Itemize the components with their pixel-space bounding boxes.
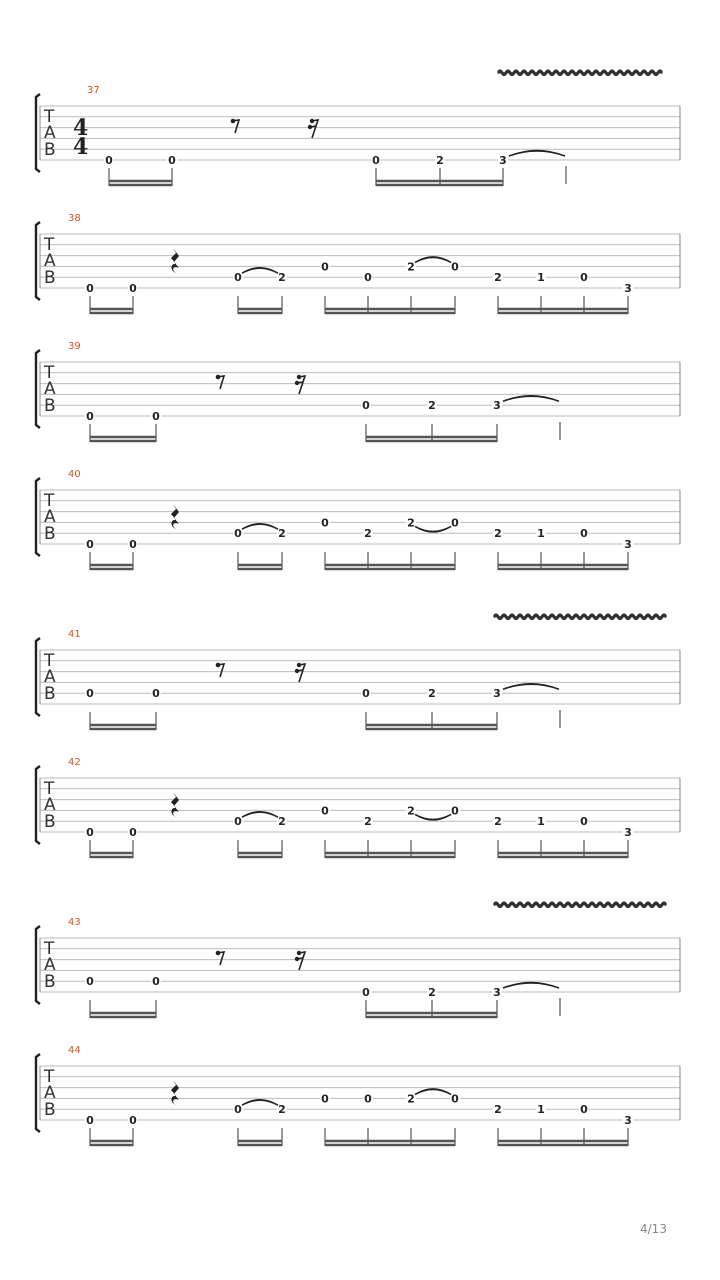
- fret-number: 0: [86, 975, 94, 989]
- fret-number: 1: [537, 271, 545, 285]
- fret-number: 2: [494, 1103, 502, 1117]
- tab-clef-letter: A: [44, 123, 56, 143]
- fret-number: 3: [493, 986, 501, 999]
- fret-number: 2: [364, 527, 372, 541]
- fret-number: 2: [278, 271, 286, 285]
- measure-number: 41: [68, 629, 81, 640]
- system-bracket: [36, 766, 40, 844]
- measure-number: 39: [68, 341, 81, 352]
- fret-number: 0: [86, 1114, 94, 1127]
- system-bracket: [36, 638, 40, 716]
- time-signature-bottom: 4: [73, 134, 89, 160]
- measure-40: [36, 469, 680, 570]
- fret-number: 2: [494, 527, 502, 541]
- fret-number: 0: [451, 260, 459, 274]
- page-number: 4/13: [640, 1222, 667, 1236]
- fret-number: 0: [234, 1103, 242, 1117]
- fret-number: 0: [234, 815, 242, 829]
- fret-number: 2: [428, 986, 436, 999]
- fret-number: 3: [493, 399, 501, 413]
- tab-clef-letter: T: [44, 363, 55, 383]
- tab-clef-letter: T: [44, 235, 55, 255]
- fret-number: 0: [364, 271, 372, 285]
- fret-number: 0: [86, 687, 94, 701]
- system-bracket: [36, 94, 40, 172]
- measure-44: [36, 1045, 680, 1146]
- fret-number: 0: [105, 154, 113, 167]
- tab-clef-letter: A: [44, 379, 56, 399]
- fret-number: 2: [364, 815, 372, 829]
- tab-clef-letter: T: [44, 491, 55, 511]
- fret-number: 0: [129, 282, 137, 295]
- sixteenth-rest: [295, 375, 305, 394]
- fret-number: 2: [428, 687, 436, 701]
- fret-number: 3: [624, 1114, 632, 1127]
- tab-clef-letter: A: [44, 955, 56, 975]
- tab-clef-letter: B: [44, 684, 56, 704]
- fret-number: 0: [129, 538, 137, 551]
- system-bracket: [36, 1054, 40, 1132]
- fret-number: 0: [86, 538, 94, 551]
- fret-number: 2: [407, 260, 415, 274]
- eighth-rest: [216, 951, 224, 965]
- measure-number: 44: [68, 1045, 81, 1056]
- time-signature-top: 4: [73, 115, 89, 141]
- system-bracket: [36, 222, 40, 300]
- tab-clef-letter: T: [44, 107, 55, 127]
- fret-number: 0: [129, 1114, 137, 1127]
- fret-number: 0: [364, 1092, 372, 1106]
- sixteenth-rest: [308, 119, 318, 138]
- fret-number: 2: [278, 527, 286, 541]
- fret-number: 2: [494, 815, 502, 829]
- tab-clef-letter: B: [44, 812, 56, 832]
- fret-number: 0: [580, 815, 588, 829]
- fret-number: 0: [321, 260, 329, 274]
- tab-clef-letter: T: [44, 939, 55, 959]
- tab-clef-letter: B: [44, 396, 56, 416]
- fret-number: 0: [451, 804, 459, 818]
- measure-39: [36, 341, 680, 442]
- fret-number: 0: [152, 975, 160, 989]
- fret-number: 3: [624, 538, 632, 551]
- fret-number: 0: [321, 804, 329, 818]
- fret-number: 2: [494, 271, 502, 285]
- tab-clef-letter: A: [44, 1083, 56, 1103]
- fret-number: 0: [152, 410, 160, 423]
- measure-37: [36, 71, 680, 187]
- tab-clef-letter: T: [44, 779, 55, 799]
- fret-number: 0: [580, 527, 588, 541]
- quarter-rest: [171, 504, 179, 529]
- fret-number: 0: [234, 527, 242, 541]
- tab-clef-letter: B: [44, 268, 56, 288]
- fret-number: 3: [499, 154, 507, 167]
- fret-number: 1: [537, 527, 545, 541]
- fret-number: 0: [451, 516, 459, 530]
- fret-number: 2: [407, 804, 415, 818]
- eighth-rest: [231, 119, 239, 133]
- rest-flag: [297, 382, 303, 383]
- fret-number: 2: [436, 154, 444, 167]
- fret-number: 2: [278, 815, 286, 829]
- fret-number: 0: [362, 687, 370, 701]
- fret-number: 1: [537, 815, 545, 829]
- measure-number: 37: [87, 85, 100, 96]
- eighth-rest: [216, 663, 224, 677]
- quarter-rest: [171, 792, 179, 817]
- fret-number: 0: [580, 271, 588, 285]
- fret-number: 1: [537, 1103, 545, 1117]
- measure-number: 43: [68, 917, 81, 928]
- fret-number: 2: [407, 1092, 415, 1106]
- fret-number: 0: [372, 154, 380, 167]
- measure-number: 42: [68, 757, 81, 768]
- measure-number: 40: [68, 469, 81, 480]
- fret-number: 2: [278, 1103, 286, 1117]
- fret-number: 0: [321, 516, 329, 530]
- fret-number: 3: [493, 687, 501, 701]
- fret-number: 0: [321, 1092, 329, 1106]
- fret-number: 0: [86, 282, 94, 295]
- fret-number: 2: [407, 516, 415, 530]
- eighth-rest: [216, 375, 224, 389]
- rest-flag: [297, 670, 303, 671]
- rest-flag: [297, 958, 303, 959]
- fret-number: 0: [362, 986, 370, 999]
- quarter-rest: [171, 248, 179, 273]
- fret-number: 0: [451, 1092, 459, 1106]
- tab-clef-letter: B: [44, 140, 56, 160]
- fret-number: 0: [152, 687, 160, 701]
- tab-clef-letter: A: [44, 667, 56, 687]
- tab-clef-letter: A: [44, 507, 56, 527]
- fret-number: 0: [362, 399, 370, 413]
- tab-clef-letter: B: [44, 1100, 56, 1120]
- system-bracket: [36, 350, 40, 428]
- sixteenth-rest: [295, 951, 305, 970]
- fret-number: 0: [168, 154, 176, 167]
- system-bracket: [36, 478, 40, 556]
- fret-number: 0: [86, 410, 94, 423]
- tab-clef-letter: B: [44, 972, 56, 992]
- sixteenth-rest: [295, 663, 305, 682]
- rest-flag: [310, 126, 316, 127]
- fret-number: 2: [428, 399, 436, 413]
- fret-number: 0: [234, 271, 242, 285]
- fret-number: 0: [129, 826, 137, 839]
- tab-clef-letter: A: [44, 795, 56, 815]
- tab-clef-letter: T: [44, 651, 55, 671]
- quarter-rest: [171, 1080, 179, 1105]
- tab-clef-letter: T: [44, 1067, 55, 1087]
- measure-number: 38: [68, 213, 81, 224]
- measure-42: [36, 757, 680, 858]
- fret-number: 0: [580, 1103, 588, 1117]
- measure-41: [36, 615, 680, 731]
- measure-38: [36, 213, 680, 314]
- vibrato-line: [498, 72, 662, 75]
- fret-number: 3: [624, 282, 632, 295]
- fret-number: 3: [624, 826, 632, 839]
- fret-number: 0: [86, 826, 94, 839]
- system-bracket: [36, 926, 40, 1004]
- tab-clef-letter: B: [44, 524, 56, 544]
- measure-43: [36, 903, 680, 1019]
- tab-clef-letter: A: [44, 251, 56, 271]
